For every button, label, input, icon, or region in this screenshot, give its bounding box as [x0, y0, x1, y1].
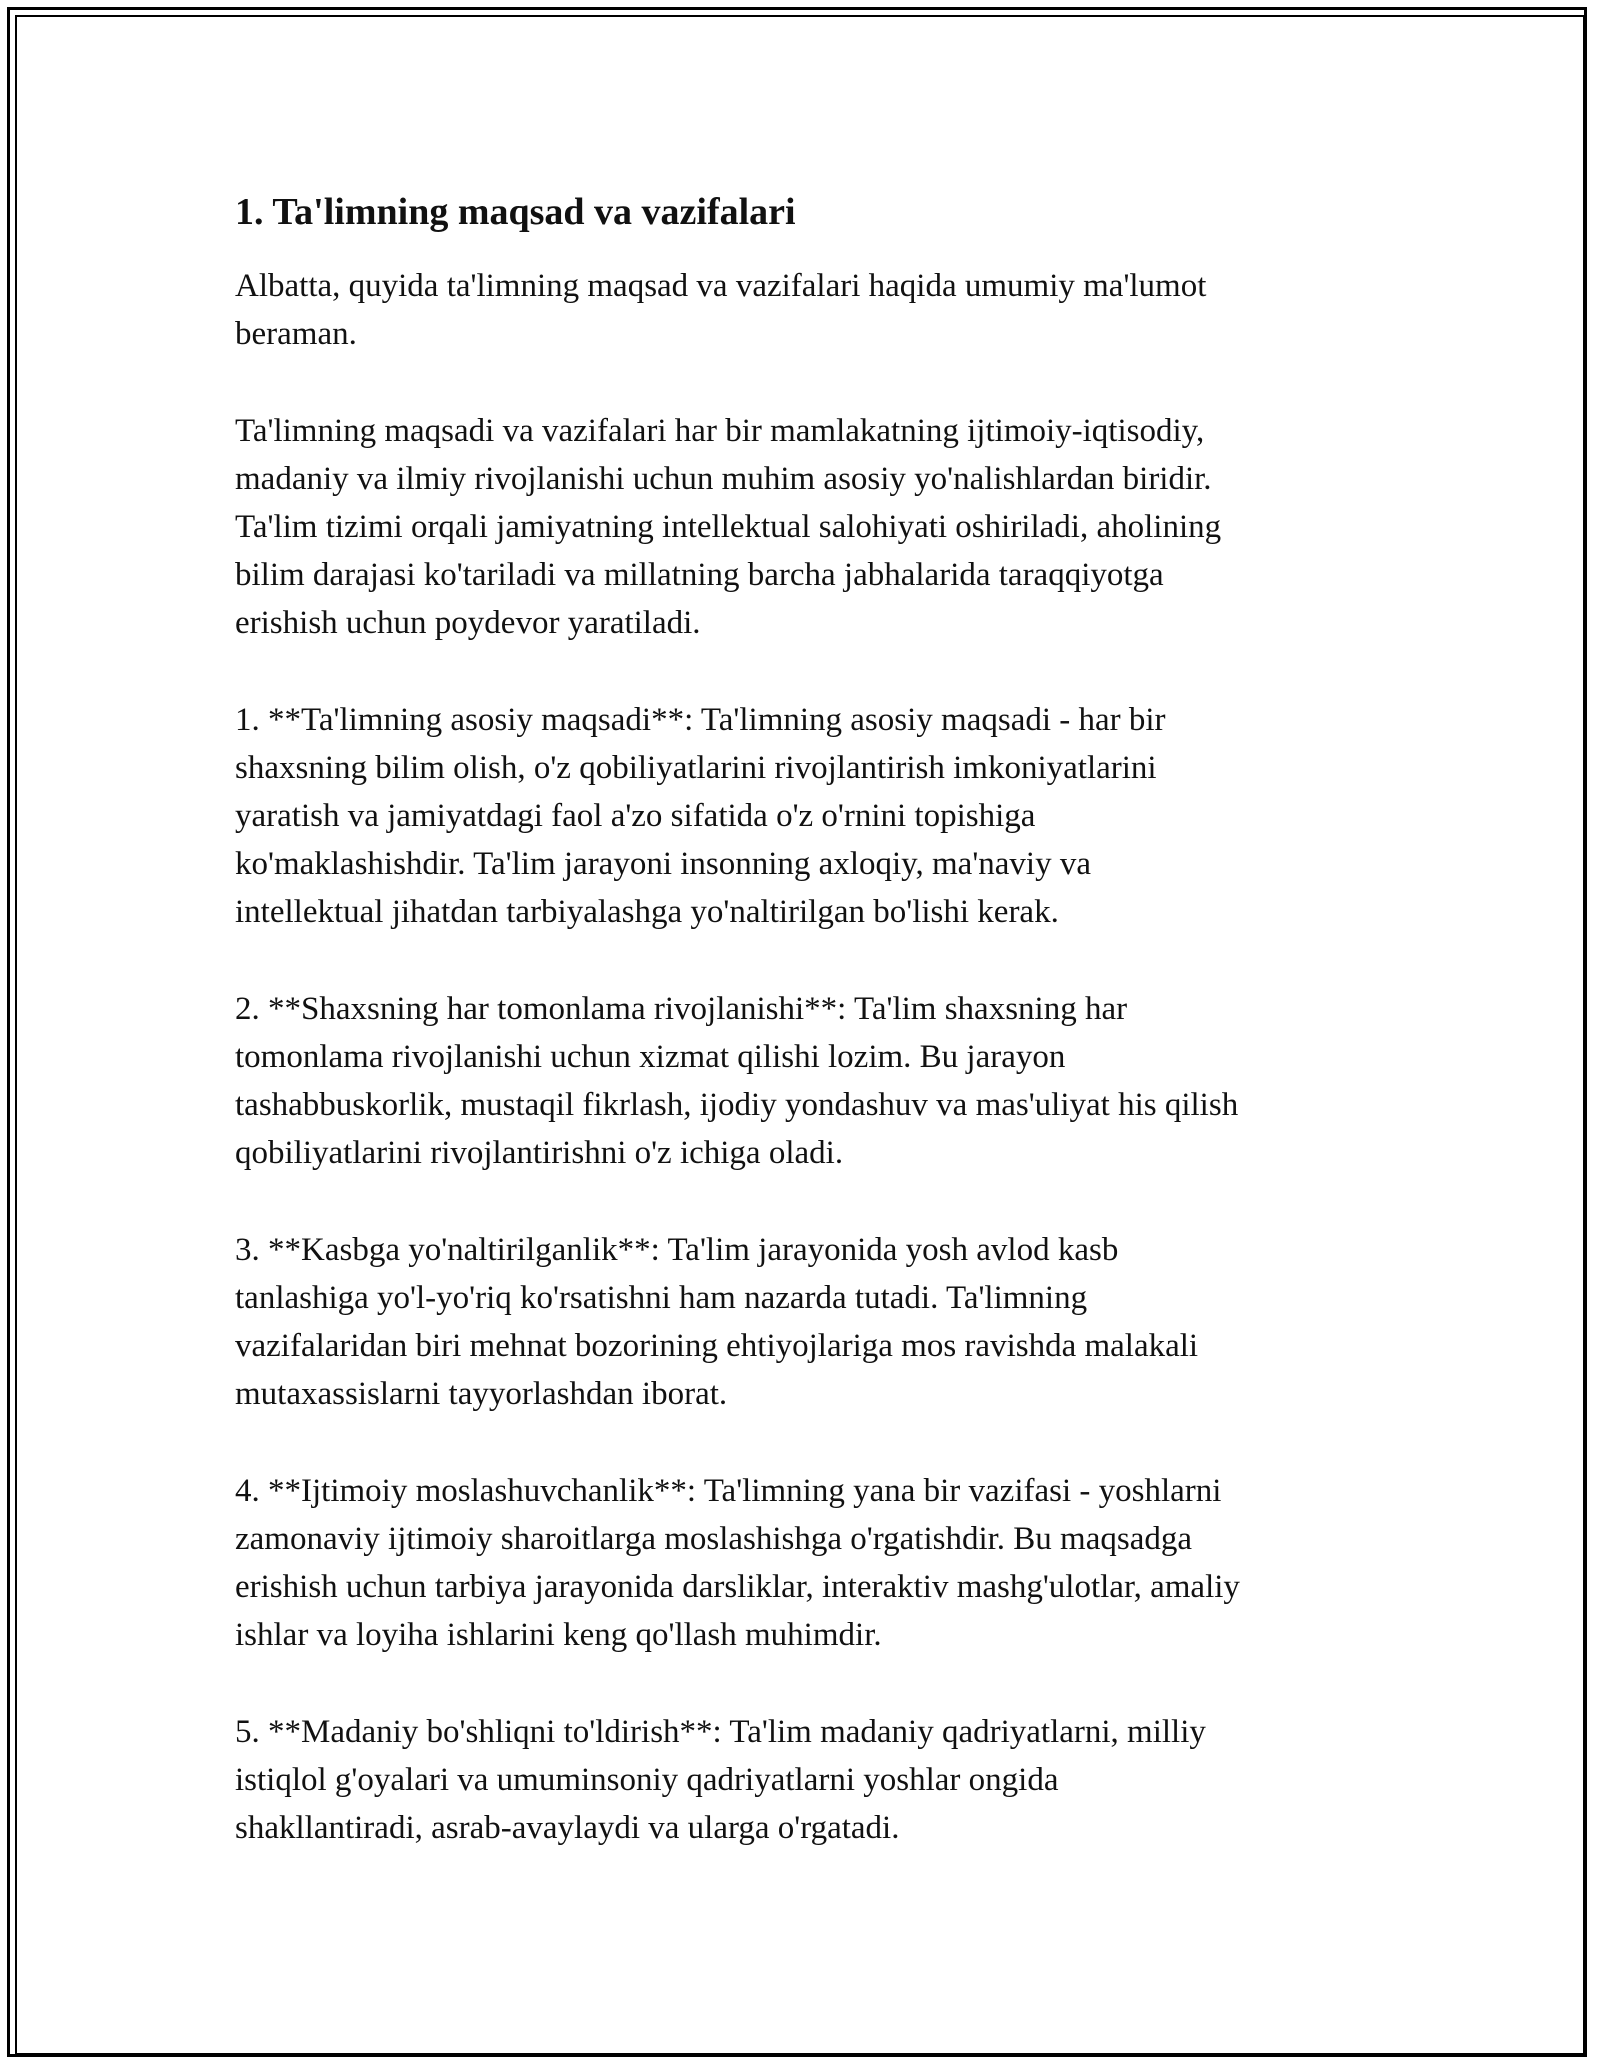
document-body: [235, 188, 1375, 1901]
list-item-social-adaptability: 4. **Ijtimoiy moslashuvchanlik**: Ta'limning yana bir vazifasi - yoshlarni zamonaviy ijtimoiy sharoitlarga moslashishga o'rgatishdir. Bu maqsadga erishish uchun tarbiya jarayonida darsliklar, interaktiv mashg'ulotlar, amaliy ishlar va loyiha ishlarini keng qo'llash muhimdir.: [235, 1473, 1240, 1653]
list-item-career-orientation: 3. **Kasbga yo'naltirilganlik**: Ta'lim jarayonida yosh avlod kasb tanlashiga yo'l-yo'riq ko'rsatishni ham nazarda tutadi. Ta'limning vazifalaridan biri mehnat bozorining ehtiyojlariga mos ravishda malakali mutaxassislarni tayyorlashdan iborat.: [235, 1232, 1199, 1412]
list-item-main-goal: 1. **Ta'limning asosiy maqsadi**: Ta'limning asosiy maqsadi - har bir shaxsning bilim olish, o'z qobiliyatlarini rivojlantirish imkoniyatlarini yaratish va jamiyatdagi faol a'zo sifatida o'z o'rnini topishiga ko'maklashishdir. Ta'lim jarayoni insonning axloqiy, ma'naviy va intellektual jihatdan tarbiyalashga yo'naltirilgan bo'lishi kerak.: [235, 702, 1166, 930]
list-item-cultural-gap: 5. **Madaniy bo'shliqni to'ldirish**: Ta'lim madaniy qadriyatlarni, milliy istiqlol g'oyalari va umuminsoniy qadriyatlarni yoshlar ongida shakllantiradi, asrab-avaylaydi va ularga o'rgatadi.: [235, 1714, 1206, 1846]
overview-paragraph: Ta'limning maqsadi va vazifalari har bir mamlakatning ijtimoiy-iqtisodiy, madaniy va ilmiy rivojlanishi uchun muhim asosiy yo'nalishlardan biridir. Ta'lim tizimi orqali jamiyatning intellektual salohiyati oshiriladi, aholining bilim darajasi ko'tariladi va millatning barcha jabhalarida taraqqiyotga erishish uchun poydevor yaratiladi.: [235, 413, 1222, 641]
list-item-personal-development: 2. **Shaxsning har tomonlama rivojlanishi**: Ta'lim shaxsning har tomonlama rivojlanishi uchun xizmat qilishi lozim. Bu jarayon tashabbuskorlik, mustaqil fikrlash, ijodiy yondashuv va mas'uliyat his qilish qobiliyatlarini rivojlantirishni o'z ichiga oladi.: [235, 991, 1239, 1171]
document-title: 1. Ta'limning maqsad va vazifalari: [235, 191, 796, 233]
intro-paragraph: Albatta, quyida ta'limning maqsad va vazifalari haqida umumiy ma'lumot beraman.: [235, 268, 1207, 352]
